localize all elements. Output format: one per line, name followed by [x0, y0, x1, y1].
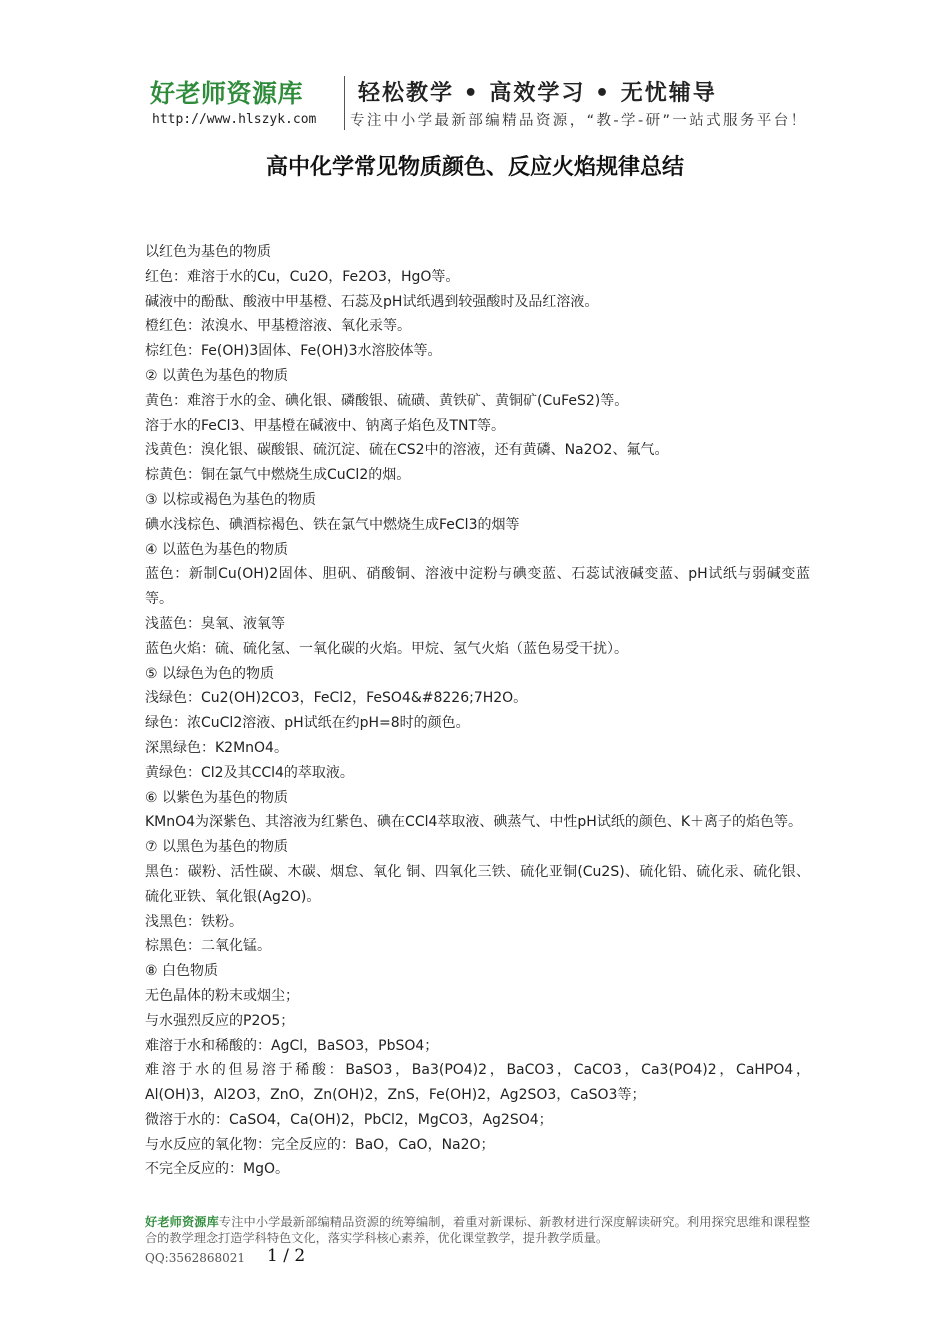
- text-line: 红色：难溶于水的Cu，Cu2O，Fe2O3，HgO等。: [145, 268, 460, 285]
- site-url: http://www.hlszyk.com: [152, 112, 317, 127]
- footer-text: 专注中小学最新部编精品资源的统筹编制，着重对新课标、新教材进行深度解读研究。利用探究思维和课程整合的教学理念打造学科特色文化，落实学科核心素养，优化课堂教学，提升教学质量。: [145, 1215, 811, 1245]
- document-title: 高中化学常见物质颜色、反应火焰规律总结: [265, 155, 684, 180]
- document-body: [145, 240, 810, 1182]
- text-line: 蓝色火焰：硫、硫化氢、一氧化碳的火焰。甲烷、氢气火焰（蓝色易受干扰）。: [145, 640, 628, 657]
- site-logo: 好老师资源库: [150, 79, 304, 108]
- text-line: 难溶于水的但易溶于稀酸：BaSO3，Ba3(PO4)2，BaCO3，CaCO3，Ca3(PO4)2，CaHPO4，Al(OH)3，Al2O3，ZnO，Zn(OH)2，ZnS，Fe(OH)2，Ag2SO3，CaSO3等；: [145, 1062, 810, 1104]
- section-heading: ④ 以蓝色为基色的物质: [145, 541, 289, 558]
- section-heading: ⑥ 以紫色为基色的物质: [145, 789, 289, 806]
- section-heading: ② 以黄色为基色的物质: [145, 367, 289, 384]
- text-line: 不完全反应的：MgO。: [145, 1161, 289, 1178]
- qq-contact: QQ:3562868021: [145, 1251, 246, 1265]
- text-line: 深黑绿色：K2MnO4。: [145, 739, 288, 756]
- page-header: [150, 70, 910, 132]
- section-heading: ⑦ 以黑色为基色的物质: [145, 839, 289, 856]
- text-line: 棕黑色：二氧化锰。: [145, 938, 271, 955]
- text-line: 微溶于水的：CaSO4，Ca(OH)2，PbCl2，MgCO3，Ag2SO4；: [145, 1111, 553, 1128]
- text-line: 绿色：浓CuCl2溶液、pH试纸在约pH=8时的颜色。: [145, 715, 470, 732]
- section-heading: ③ 以棕或褐色为基色的物质: [145, 491, 317, 508]
- section-heading: ⑧ 白色物质: [145, 963, 219, 980]
- page-footer: [145, 1215, 810, 1269]
- header-slogan: 轻松教学 • 高效学习 • 无忧辅导: [358, 81, 717, 106]
- text-line: 浅黄色：溴化银、碳酸银、硫沉淀、硫在CS2中的溶液，还有黄磷、Na2O2、氟气。: [145, 442, 669, 459]
- section-heading: ⑤ 以绿色为色的物质: [145, 665, 275, 682]
- text-line: 黄绿色：Cl2及其CCl4的萃取液。: [145, 764, 354, 781]
- text-line: 棕红色：Fe(OH)3固体、Fe(OH)3水溶胶体等。: [145, 343, 442, 360]
- text-line: 浅黑色：铁粉。: [145, 913, 243, 930]
- footer-brand: 好老师资源库: [145, 1215, 219, 1229]
- text-line: 黄色：难溶于水的金、碘化银、磷酸银、硫磺、黄铁矿、黄铜矿(CuFeS2)等。: [145, 392, 629, 409]
- text-line: 浅绿色：Cu2(OH)2CO3，FeCl2，FeSO4&#8226;7H2O。: [145, 690, 528, 707]
- text-line: 溶于水的FeCl3、甲基橙在碱液中、钠离子焰色及TNT等。: [145, 417, 506, 434]
- text-line: 棕黄色：铜在氯气中燃烧生成CuCl2的烟。: [145, 467, 411, 484]
- footer-description: [145, 1215, 810, 1246]
- text-line: 碘水浅棕色、碘酒棕褐色、铁在氯气中燃烧生成FeCl3的烟等: [145, 516, 520, 533]
- text-line: 碱液中的酚酞、酸液中甲基橙、石蕊及pH试纸遇到较强酸时及品红溶液。: [145, 293, 599, 310]
- footer-meta: [145, 1247, 810, 1269]
- text-line: 与水强烈反应的P2O5；: [145, 1012, 295, 1029]
- page-number: 1 / 2: [267, 1246, 306, 1266]
- section-heading: 以红色为基色的物质: [145, 244, 271, 260]
- text-line: KMnO4为深紫色、其溶液为红紫色、碘在CCl4萃取液、碘蒸气、中性pH试纸的颜色、K＋离子的焰色等。: [145, 814, 802, 831]
- header-tagline: 专注中小学最新部编精品资源，“教-学-研”一站式服务平台！: [350, 113, 808, 129]
- text-line: 橙红色：浓溴水、甲基橙溶液、氧化汞等。: [145, 318, 411, 335]
- text-line: 浅蓝色：臭氧、液氧等: [145, 615, 285, 632]
- text-line: 与水反应的氧化物：完全反应的：BaO，CaO，Na2O；: [145, 1136, 495, 1153]
- text-line: 黑色：碳粉、活性碳、木碳、烟怠、氧化 铜、四氧化三铁、硫化亚铜(Cu2S)、硫化铅、硫化汞、硫化银、硫化亚铁、氧化银(Ag2O)。: [145, 863, 810, 905]
- text-line: 无色晶体的粉末或烟尘；: [145, 987, 299, 1004]
- header-divider: [344, 76, 345, 130]
- text-line: 蓝色：新制Cu(OH)2固体、胆矾、硝酸铜、溶液中淀粉与碘变蓝、石蕊试液碱变蓝、pH试纸与弱碱变蓝等。: [145, 566, 810, 608]
- text-line: 难溶于水和稀酸的：AgCl，BaSO3，PbSO4；: [145, 1037, 439, 1054]
